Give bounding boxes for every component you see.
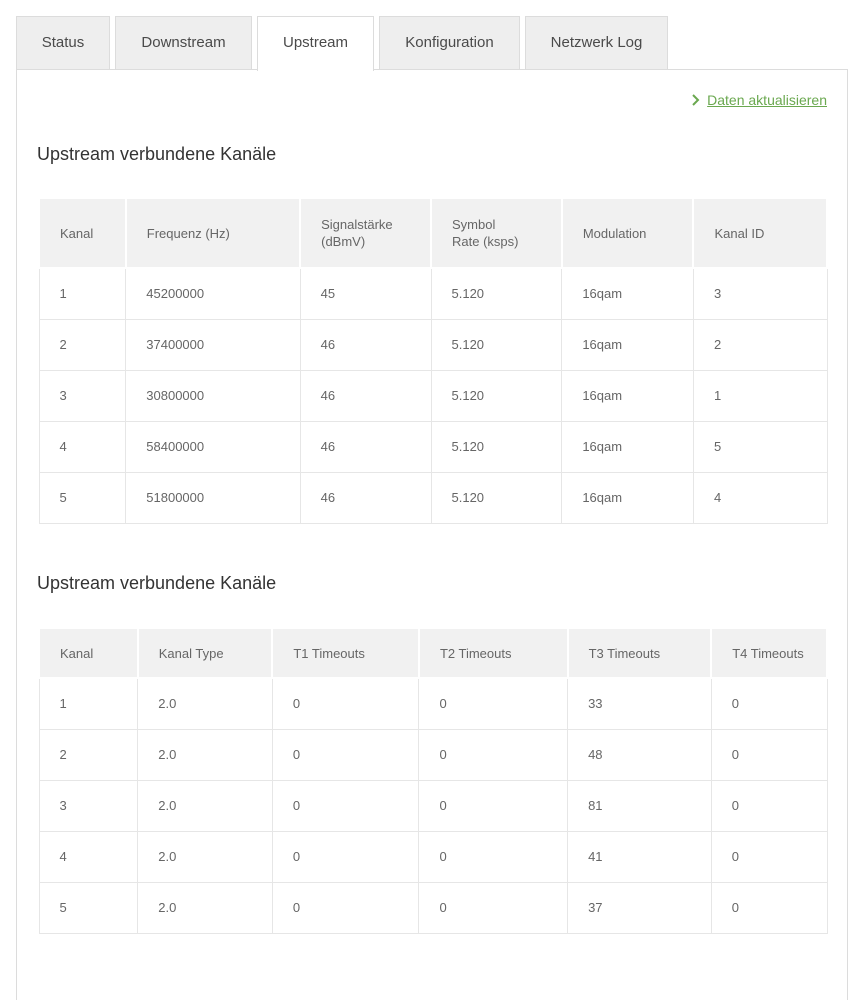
table-cell: 0 — [711, 678, 827, 729]
table-cell: 51800000 — [126, 472, 300, 523]
table-cell: 2 — [39, 729, 138, 780]
table-cell: 58400000 — [126, 421, 300, 472]
table-header-row — [39, 198, 827, 268]
column-header: Kanal — [39, 628, 138, 678]
table-cell: 5.120 — [431, 319, 562, 370]
table-cell: 46 — [300, 370, 431, 421]
table-row — [39, 370, 827, 421]
table-cell: 1 — [39, 678, 138, 729]
table-cell: 5.120 — [431, 268, 562, 319]
table-cell: 3 — [39, 780, 138, 831]
table-row — [39, 780, 827, 831]
table-cell: 2 — [693, 319, 827, 370]
table-cell: 4 — [693, 472, 827, 523]
column-header: Symbol Rate (ksps) — [431, 198, 562, 268]
table-cell: 0 — [419, 729, 568, 780]
table-cell: 5 — [39, 882, 138, 933]
table-cell: 1 — [39, 268, 126, 319]
table-cell: 5.120 — [431, 370, 562, 421]
table-row — [39, 678, 827, 729]
table-cell: 46 — [300, 421, 431, 472]
tab-downstream[interactable]: Downstream — [115, 16, 252, 70]
table-cell: 81 — [568, 780, 712, 831]
table-cell: 46 — [300, 319, 431, 370]
table-cell: 30800000 — [126, 370, 300, 421]
upstream-timeouts-table — [38, 627, 828, 934]
column-header: T2 Timeouts — [419, 628, 568, 678]
table-cell: 0 — [711, 729, 827, 780]
table-cell: 37400000 — [126, 319, 300, 370]
table-cell: 5.120 — [431, 421, 562, 472]
table-cell: 0 — [711, 831, 827, 882]
table-cell: 16qam — [562, 268, 694, 319]
tab-netzwerk-log[interactable]: Netzwerk Log — [525, 16, 668, 70]
column-header: Kanal — [39, 198, 126, 268]
table-cell: 0 — [272, 678, 419, 729]
refresh-link[interactable] — [707, 92, 827, 108]
tab-konfiguration[interactable]: Konfiguration — [379, 16, 520, 70]
table-cell: 4 — [39, 421, 126, 472]
table-cell: 2.0 — [138, 678, 273, 729]
table-cell: 1 — [693, 370, 827, 421]
table-cell: 2.0 — [138, 780, 273, 831]
column-header: Frequenz (Hz) — [126, 198, 300, 268]
table-cell: 16qam — [562, 421, 694, 472]
table-cell: 0 — [711, 780, 827, 831]
table-cell: 16qam — [562, 370, 694, 421]
table-cell: 5 — [39, 472, 126, 523]
table-cell: 5 — [693, 421, 827, 472]
upstream-channels-table — [38, 197, 828, 524]
table-cell: 37 — [568, 882, 712, 933]
column-header: Kanal Type — [138, 628, 273, 678]
table-cell: 0 — [272, 831, 419, 882]
table-cell: 2.0 — [138, 729, 273, 780]
table-cell: 0 — [419, 780, 568, 831]
table-cell: 0 — [711, 882, 827, 933]
upstream-channels-title: Upstream verbundene Kanäle — [37, 144, 277, 164]
table-cell: 0 — [272, 780, 419, 831]
tab-upstream[interactable]: Upstream — [257, 16, 374, 71]
table-cell: 0 — [272, 729, 419, 780]
table-cell: 4 — [39, 831, 138, 882]
column-header: T1 Timeouts — [272, 628, 419, 678]
table-cell: 0 — [419, 882, 568, 933]
table-row — [39, 831, 827, 882]
table-cell: 2.0 — [138, 831, 273, 882]
table-cell: 46 — [300, 472, 431, 523]
table-cell: 0 — [419, 831, 568, 882]
column-header: Signalstärke (dBmV) — [300, 198, 431, 268]
upstream-timeouts-title: Upstream verbundene Kanäle — [37, 573, 277, 593]
chevron-right-icon — [691, 92, 700, 108]
column-header: Kanal ID — [693, 198, 827, 268]
table-cell: 2 — [39, 319, 126, 370]
table-cell: 3 — [39, 370, 126, 421]
table-cell: 3 — [693, 268, 827, 319]
table-cell: 45 — [300, 268, 431, 319]
content-panel — [16, 69, 848, 1000]
table-row — [39, 882, 827, 933]
table-cell: 5.120 — [431, 472, 562, 523]
table-cell: 16qam — [562, 319, 694, 370]
table-row — [39, 729, 827, 780]
column-header: T3 Timeouts — [568, 628, 712, 678]
column-header: T4 Timeouts — [711, 628, 827, 678]
table-row — [39, 268, 827, 319]
table-cell: 0 — [272, 882, 419, 933]
table-header-row — [39, 628, 827, 678]
table-row — [39, 421, 827, 472]
table-cell: 16qam — [562, 472, 694, 523]
table-row — [39, 472, 827, 523]
table-cell: 33 — [568, 678, 712, 729]
table-cell: 48 — [568, 729, 712, 780]
table-cell: 0 — [419, 678, 568, 729]
table-cell: 45200000 — [126, 268, 300, 319]
table-row — [39, 319, 827, 370]
tab-status[interactable]: Status — [16, 16, 110, 70]
table-cell: 41 — [568, 831, 712, 882]
table-cell: 2.0 — [138, 882, 273, 933]
refresh-link-label[interactable]: Daten aktualisieren — [707, 92, 827, 108]
column-header: Modulation — [562, 198, 694, 268]
